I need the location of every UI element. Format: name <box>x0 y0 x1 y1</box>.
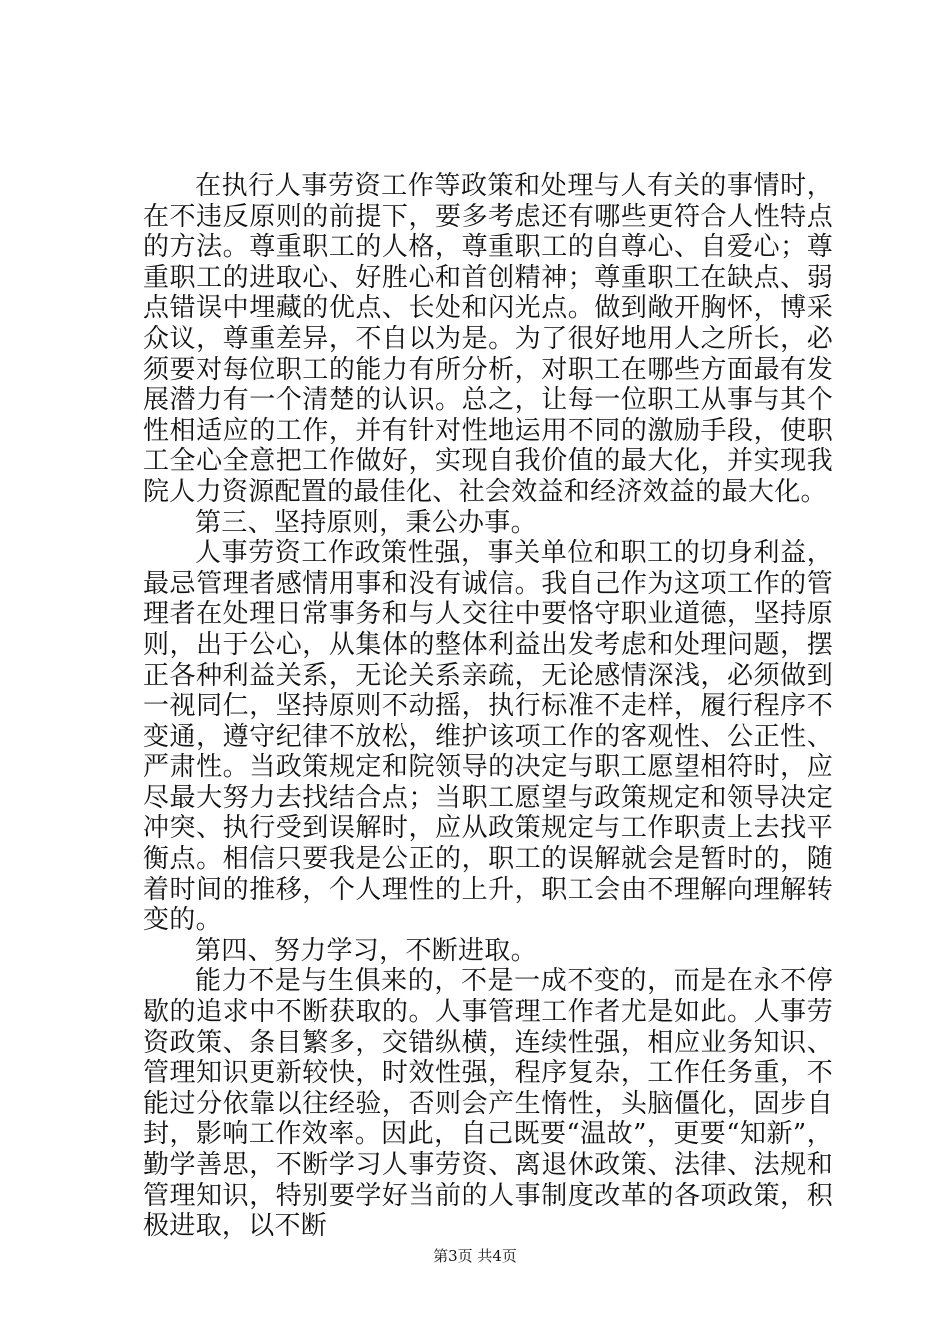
section-heading-4: 第四、努力学习，不断进取。 <box>195 935 537 966</box>
paragraph-1: 在执行人事劳资工作等政策和处理与人有关的事情时，在不违反原则的前提下，要多考虑还有哪些更符合人性特点的方法。尊重职工的人格，尊重职工的自尊心、自爱心；尊重职工的进取心、好胜心和首创精神；尊重职工在缺点、弱点错误中埋藏的优点、长处和闪光点。做到敞开胸怀，博采众议，尊重差异，不自以为是。为了很好地用人之所长，必须要对每位职工的能力有所分析，对职工在哪些方面最有发展潜力有一个清楚的认识。总之，让每一位职工从事与其个性相适应的工作，并有针对性地运用不同的激励手段，使职工全心全意把工作做好，实现自我价值的最大化，并实现我院人力资源配置的最佳化、社会效益和经济效益的最大化。 <box>143 171 833 507</box>
page-footer: 第3页 共4页 <box>433 1247 517 1265</box>
section-heading-3: 第三、坚持原则，秉公办事。 <box>195 507 537 538</box>
paragraph-3: 能力不是与生俱来的，不是一成不变的，而是在永不停歇的追求中不断获取的。人事管理工作者尤是如此。人事劳资政策、条目繁多，交错纵横，连续性强，相应业务知识、管理知识更新较快，时效性强，程序复杂，工作任务重，不能过分依靠以往经验，否则会产生惰性，头脑僵化，固步自封，影响工作效率。因此，自己既要“温故”，更要“知新”，勤学善思，不断学习人事劳资、离退休政策、法律、法规和管理知识，特别要学好当前的人事制度改革的各项政策，积极进取，以不断 <box>143 966 833 1242</box>
paragraph-2: 人事劳资工作政策性强，事关单位和职工的切身利益，最忌管理者感情用事和没有诚信。我自己作为这项工作的管理者在处理日常事务和与人交往中要恪守职业道德，坚持原则，出于公心，从集体的整体利益出发考虑和处理问题，摆正各种利益关系，无论关系亲疏，无论感情深浅，必须做到一视同仁，坚持原则不动摇，执行标准不走样，履行程序不变通，遵守纪律不放松，维护该项工作的客观性、公正性、严肃性。当政策规定和院领导的决定与职工愿望相符时，应尽最大努力去找结合点；当职工愿望与政策规定和领导决定冲突、执行受到误解时，应从政策规定与工作职责上去找平衡点。相信只要我是公正的，职工的误解就会是暂时的，随着时间的推移，个人理性的上升，职工会由不理解向理解转变的。 <box>143 538 833 936</box>
document-body <box>143 171 833 1242</box>
